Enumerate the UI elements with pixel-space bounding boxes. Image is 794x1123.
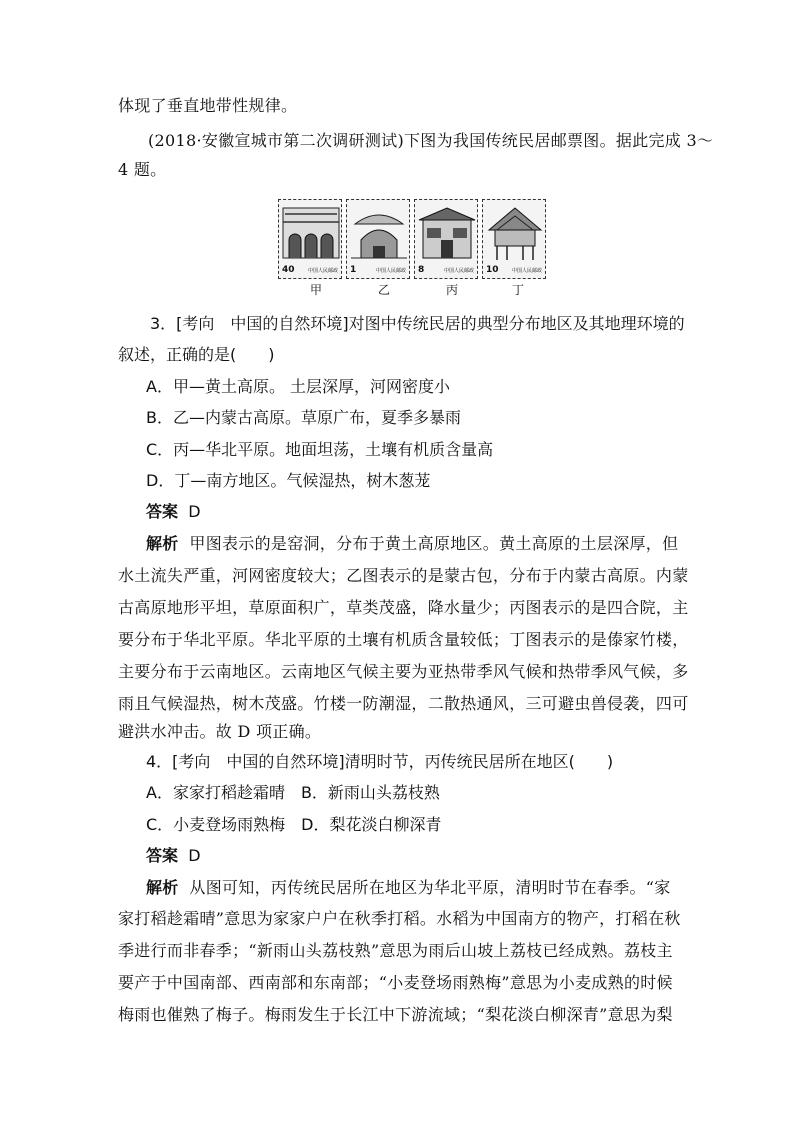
question-3-stem: 3．[考向 中国的自然环境]对图中传统民居的典型分布地区及其地理环境的 [150, 314, 685, 333]
answer-value: D [188, 846, 201, 865]
text-line: 体现了垂直地带性规律。 [118, 96, 298, 115]
option-a: A．甲—黄土高原。 土层深厚，河网密度小 [146, 377, 451, 396]
stamp-bing [414, 199, 478, 279]
question-4-stem: 4．[考向 中国的自然环境]清明时节，丙传统民居所在地区( ) [146, 752, 614, 771]
stamp-yi [346, 199, 410, 279]
explanation-4-line: 家打稻趁霜晴”意思为家家户户在秋季打稻。水稻为中国南方的物产，打稻在秋 [118, 909, 681, 928]
answer-label: 答案 [146, 846, 179, 865]
option-b: B．乙—内蒙古高原。草原广布，夏季多暴雨 [146, 408, 461, 427]
explanation-4-line: 季进行而非春季；“新雨山头荔枝熟”意思为雨后山坡上荔枝已经成熟。荔枝主 [118, 941, 673, 960]
question-3-stem: 叙述，正确的是( ) [118, 345, 275, 364]
answer-value: D [188, 502, 201, 521]
stamp-value: 40 [282, 265, 295, 275]
explanation-label: 解析 [146, 534, 179, 553]
stamp-jia [278, 199, 342, 279]
source-intro-line: (2018·安徽宣城市第二次调研测试)下图为我国传统民居邮票图。据此完成 3～ [148, 131, 714, 150]
explanation-4-line [146, 878, 671, 898]
stamp-post-text: 中国人民邮政 [375, 268, 406, 274]
stamp-label: 丙 [446, 283, 459, 297]
options-ab: A．家家打稻趁霜晴 B．新雨山头荔枝熟 [146, 783, 440, 802]
stamp-label: 甲 [310, 283, 323, 297]
explanation-3-line: 水土流失严重，河网密度较大；乙图表示的是蒙古包，分布于内蒙古高原。内蒙 [118, 566, 689, 585]
stamp-label: 乙 [378, 283, 391, 297]
answer-label: 答案 [146, 502, 179, 521]
explanation-3-line: 避洪水冲击。故 D 项正确。 [118, 722, 322, 741]
stamp-label: 丁 [512, 283, 525, 297]
stamp-post-text: 中国人民邮政 [307, 268, 338, 274]
stamp-figure [278, 199, 546, 281]
options-cd: C．小麦登场雨熟梅 D．梨花淡白柳深青 [146, 815, 442, 834]
option-d: D．丁—南方地区。气候湿热，树木葱茏 [146, 471, 431, 490]
answer-3 [146, 502, 201, 522]
explanation-text: 甲图表示的是窑洞，分布于黄土高原地区。黄土高原的土层深厚，但 [189, 534, 679, 553]
explanation-3-line: 要分布于华北平原。华北平原的土壤有机质含量较低；丁图表示的是傣家竹楼， [118, 630, 689, 649]
explanation-3-line: 古高原地形平坦，草原面积广，草类茂盛，降水量少；丙图表示的是四合院，主 [118, 598, 689, 617]
stamp-post-text: 中国人民邮政 [443, 268, 474, 274]
answer-4 [146, 846, 201, 866]
explanation-3-line [146, 534, 678, 554]
stamp-value: 8 [418, 265, 425, 275]
stamp-ding [482, 199, 546, 279]
stamp-value: 10 [486, 265, 499, 275]
explanation-text: 从图可知，丙传统民居所在地区为华北平原，清明时节在春季。“家 [189, 878, 671, 897]
option-c: C．丙—华北平原。地面坦荡，土壤有机质含量高 [146, 440, 494, 459]
stamp-value: 1 [350, 265, 357, 275]
stamp-post-text: 中国人民邮政 [511, 268, 542, 274]
explanation-3-line: 主要分布于云南地区。云南地区气候主要为亚热带季风气候和热带季风气候，多 [118, 662, 689, 681]
explanation-3-line: 雨且气候湿热，树木茂盛。竹楼一防潮湿，二散热通风，三可避虫兽侵袭，四可 [118, 694, 689, 713]
source-intro-line: 4 题。 [118, 160, 167, 179]
explanation-label: 解析 [146, 878, 179, 897]
explanation-4-line: 要产于中国南部、西南部和东南部；“小麦登场雨熟梅”意思为小麦成熟的时候 [118, 973, 673, 992]
explanation-4-line: 梅雨也催熟了梅子。梅雨发生于长江中下游流域；“梨花淡白柳深青”意思为梨 [118, 1005, 673, 1024]
